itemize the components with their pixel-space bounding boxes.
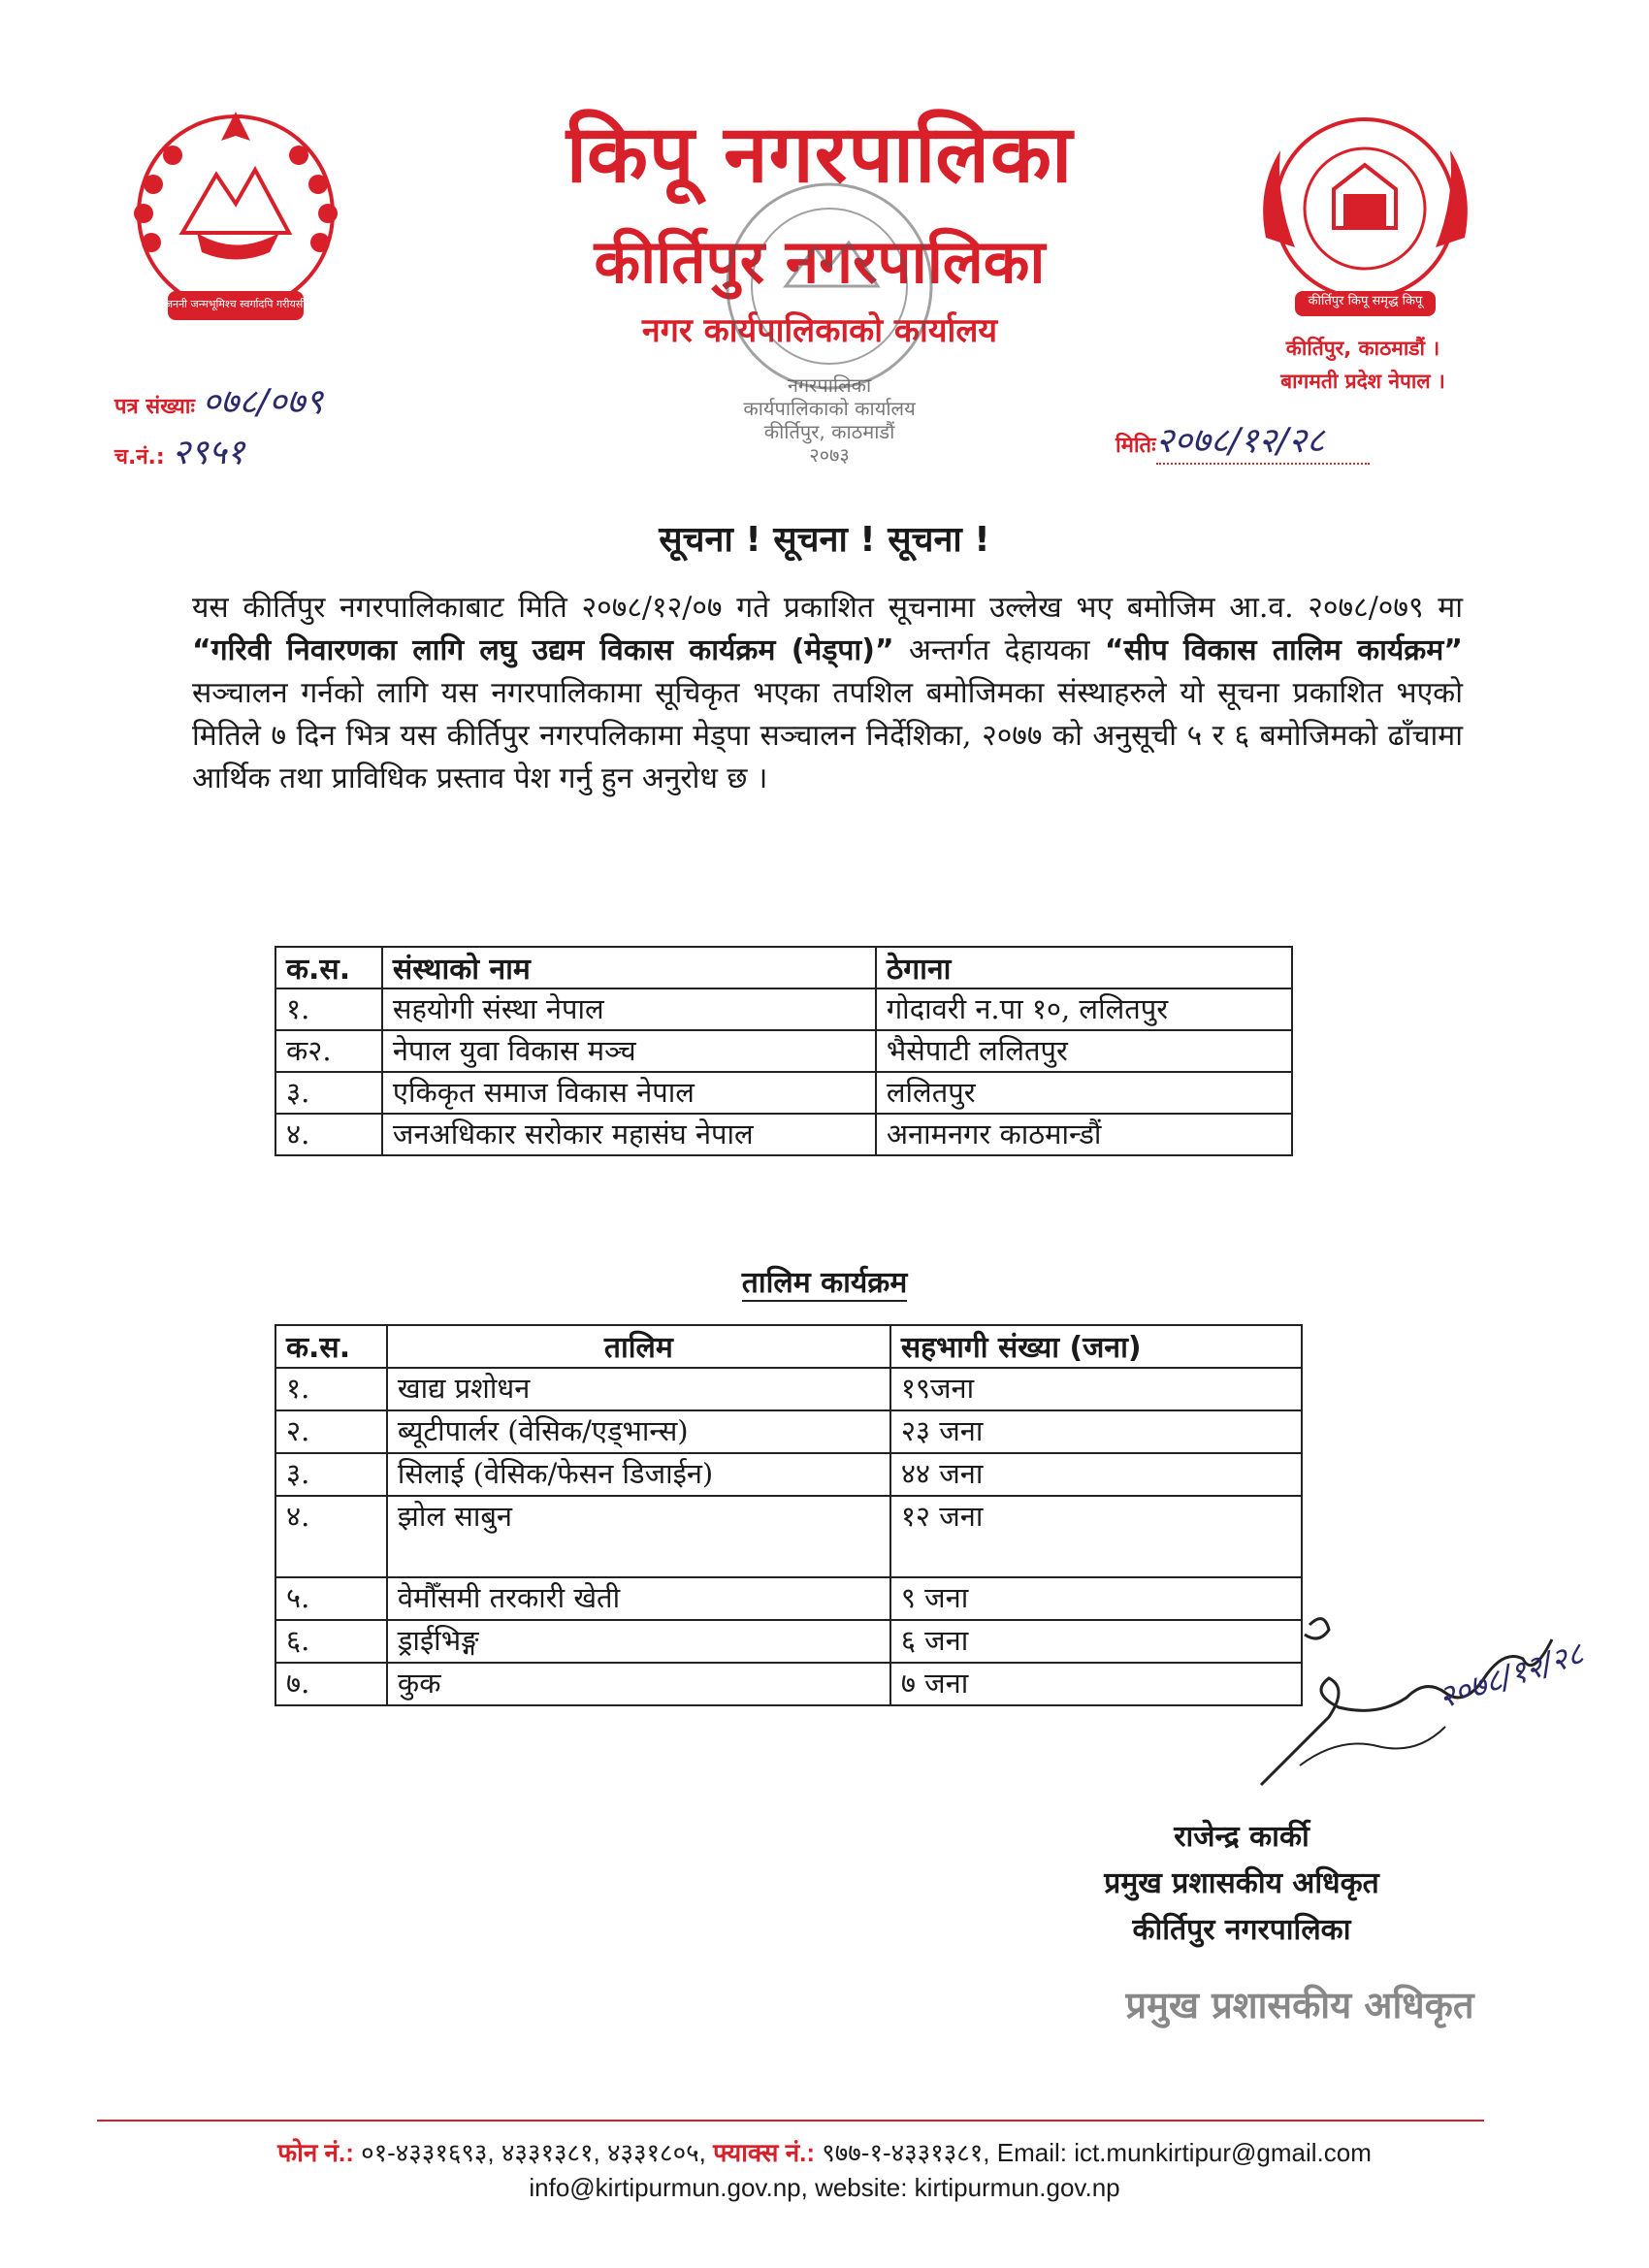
footer-divider bbox=[97, 2120, 1484, 2122]
organization-table bbox=[275, 946, 1293, 1156]
table-row: ६. ड्राईभिङ्ग ६ जना bbox=[275, 1620, 1302, 1663]
table-header-row bbox=[275, 1325, 1302, 1368]
dispatch-number: च.नं.: २९५१ bbox=[114, 433, 245, 472]
table-row: ३. सिलाई (वेसिक/फेसन डिजाईन) ४४ जना bbox=[275, 1453, 1302, 1496]
column-header: क.स. bbox=[275, 1325, 387, 1368]
handwritten-signature bbox=[1183, 1601, 1571, 1795]
stamp-text: नगरपालिका कार्यपालिकाको कार्यालय कीर्तिपुर, काठमाडौं २०७३ bbox=[743, 373, 916, 467]
signatory-name: राजेन्द्र कार्की bbox=[1174, 1820, 1310, 1854]
training-table bbox=[275, 1324, 1303, 1706]
emblem-motto: जननी जन्मभूमिश्च स्वर्गादपि गरीयसी bbox=[164, 298, 307, 310]
column-header: ठेगाना bbox=[876, 947, 1292, 988]
column-header: संस्थाको नाम bbox=[382, 947, 876, 988]
table-row: ५. वेमौँसमी तरकारी खेती ९ जना bbox=[275, 1577, 1302, 1620]
address: कीर्तिपुर, काठमाडौं । बागमती प्रदेश नेपाल । bbox=[1280, 337, 1445, 393]
table-row: क२. नेपाल युवा विकास मञ्च भैसेपाटी ललितपुर bbox=[275, 1030, 1292, 1072]
table-row: ३. एकिकृत समाज विकास नेपाल ललितपुर bbox=[275, 1072, 1292, 1114]
column-header: क.स. bbox=[275, 947, 382, 988]
table-row: १. खाद्य प्रशोधन १९जना bbox=[275, 1368, 1302, 1410]
designation-seal: प्रमुख प्रशासकीय अधिकृत bbox=[1125, 1983, 1474, 2026]
logo-motto: कीर्तिपुर किपू समृद्ध किपू bbox=[1308, 294, 1423, 308]
signatory-designation: प्रमुख प्रशासकीय अधिकृत bbox=[1104, 1866, 1379, 1900]
training-title: तालिम कार्यक्रम bbox=[741, 1266, 908, 1300]
signatory-office: कीर्तिपुर नगरपालिका bbox=[1132, 1913, 1351, 1947]
table-header-row bbox=[275, 947, 1292, 988]
column-header: सहभागी संख्या (जना) bbox=[890, 1325, 1302, 1368]
table-row: ७. कुक ७ जना bbox=[275, 1663, 1302, 1705]
letter-number: पत्र संख्याः ०७८/०७९ bbox=[114, 382, 324, 422]
column-header: तालिम bbox=[387, 1325, 890, 1368]
table-row: १. सहयोगी संस्था नेपाल गोदावरी न.पा १०, ललितपुर bbox=[275, 988, 1292, 1030]
table-row: ४. झोल साबुन १२ जना bbox=[275, 1496, 1302, 1577]
municipality-title-newari: किपू नगरपालिका bbox=[566, 109, 1074, 201]
signatory-block bbox=[1018, 1814, 1465, 1954]
notice-title: सूचना ! सूचना ! सूचना ! bbox=[659, 520, 990, 560]
footer-contact: फोन नं.: ०१-४३३१६९३, ४३३१३८१, ४३३१८०५, फ्याक्स नं.: ९७७-१-४३३१३८१, Email: ict.munkirtipur@gmail.com bbox=[277, 2138, 1372, 2167]
table-row: २. ब्यूटीपार्लर (वेसिक/एड्भान्स) २३ जना bbox=[275, 1410, 1302, 1453]
signature-date: २०७८/१२/२८ bbox=[1434, 1635, 1588, 1716]
table-row: ४. जनअधिकार सरोकार महासंघ नेपाल अनामनगर काठमान्डौं bbox=[275, 1114, 1292, 1155]
notice-body: यस कीर्तिपुर नगरपालिकाबाट मिति २०७८/१२/०७ गते प्रकाशित सूचनामा उल्लेख भए बमोजिम आ.व. २०७८/०७९ मा “गरिवी निवारणका लागि लघु उद्यम विकास कार्यक्रम (मेड्पा)” अन्तर्गत देहायका “सीप विकास तालिम कार्यक्रम” सञ्चालन गर्नको लागि यस नगरपालिकामा सूचिकृत भएका तपशिल बमोजिमका संस्थाहरुले यो सूचना प्रकाशित भएको मितिले ७ दिन भित्र यस कीर्तिपुर नगरपलिकामा मेड्पा सञ्चालन निर्देशिका, २०७७ को अनुसूची ५ र ६ बमोजिमको ढाँचामा आर्थिक तथा प्राविधिक प्रस्ताव पेश गर्नु हुन अनुरोध छ । bbox=[192, 591, 1463, 795]
office-title: नगर कार्यपालिकाको कार्यालय bbox=[641, 311, 998, 350]
municipality-title: कीर्तिपुर नगरपालिका bbox=[594, 226, 1046, 297]
date-field: मितिः२०७८/१२/२८ bbox=[1116, 415, 1370, 465]
footer-web: info@kirtipurmun.gov.np, website: kirtipurmun.gov.np bbox=[529, 2173, 1120, 2202]
